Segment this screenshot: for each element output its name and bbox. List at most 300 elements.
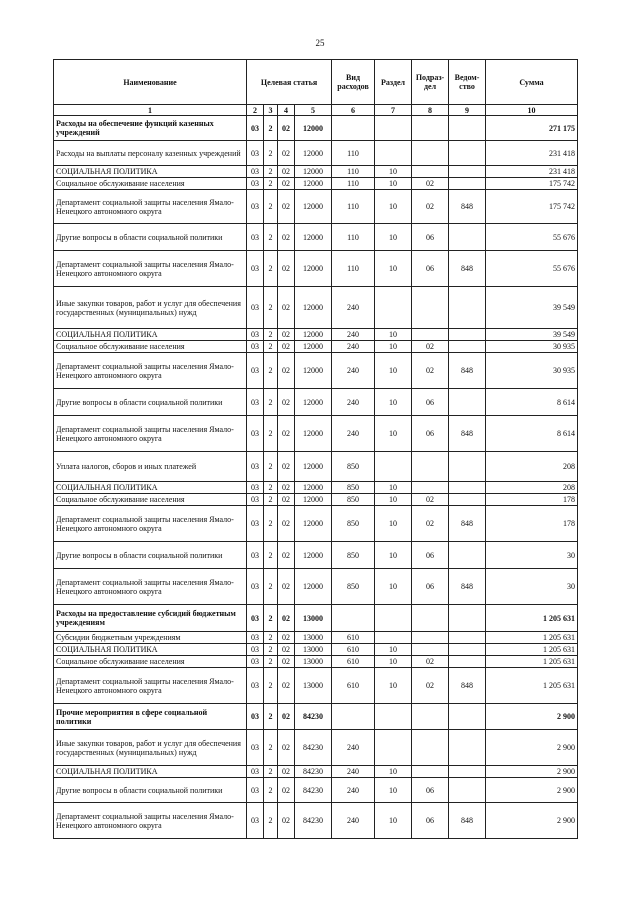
row-expense-type: 240 [332,287,375,329]
row-program-code: 03 [247,632,264,644]
row-name: Расходы на выплаты персоналу казенных учреждений [54,141,247,166]
row-section: 10 [375,190,412,224]
row-activity-code: 02 [278,452,295,482]
row-program-code: 03 [247,141,264,166]
row-section: 10 [375,494,412,506]
row-name: Социальное обслуживание населения [54,494,247,506]
row-sum: 231 418 [486,166,578,178]
column-number: 9 [449,105,486,116]
row-expense-type: 610 [332,644,375,656]
row-name: Департамент социальной защиты населения Ямало-Ненецкого автономного округа [54,803,247,839]
row-expense-type: 110 [332,224,375,251]
table-row [54,341,578,353]
row-activity-code: 02 [278,329,295,341]
row-direction-code: 13000 [295,644,332,656]
header-sum: Сумма [486,60,578,105]
row-expense-type: 240 [332,416,375,452]
row-activity-code: 02 [278,341,295,353]
row-activity-code: 02 [278,644,295,656]
row-subsection: 06 [412,542,449,569]
row-expense-type: 610 [332,668,375,704]
row-direction-code: 84230 [295,704,332,730]
row-department: 848 [449,506,486,542]
row-subsection [412,141,449,166]
row-direction-code: 13000 [295,632,332,644]
row-name: Департамент социальной защиты населения Ямало-Ненецкого автономного округа [54,569,247,605]
row-subsection [412,704,449,730]
row-subsection [412,605,449,632]
row-subsection: 06 [412,416,449,452]
table-row [54,251,578,287]
row-name: Уплата налогов, сборов и иных платежей [54,452,247,482]
row-activity-code: 02 [278,668,295,704]
row-activity-code: 02 [278,389,295,416]
row-name: Прочие мероприятия в сфере социальной политики [54,704,247,730]
row-program-code: 03 [247,605,264,632]
row-expense-type: 610 [332,632,375,644]
row-direction-code: 84230 [295,730,332,766]
table-row [54,389,578,416]
row-section: 10 [375,668,412,704]
row-section: 10 [375,341,412,353]
row-direction-code: 12000 [295,329,332,341]
row-expense-type: 110 [332,190,375,224]
row-direction-code: 12000 [295,482,332,494]
row-department [449,166,486,178]
row-expense-type: 240 [332,803,375,839]
row-activity-code: 02 [278,287,295,329]
row-subsection [412,730,449,766]
row-department [449,656,486,668]
row-direction-code: 12000 [295,353,332,389]
row-expense-type: 110 [332,251,375,287]
row-direction-code: 12000 [295,251,332,287]
row-sum: 2 900 [486,730,578,766]
row-program-code: 03 [247,542,264,569]
row-name: СОЦИАЛЬНАЯ ПОЛИТИКА [54,644,247,656]
row-program-code: 03 [247,494,264,506]
row-subprogram-code: 2 [264,224,278,251]
table-row [54,506,578,542]
row-expense-type: 110 [332,178,375,190]
page-number: 25 [315,38,325,48]
row-program-code: 03 [247,704,264,730]
row-name: Другие вопросы в области социальной политики [54,224,247,251]
row-sum: 175 742 [486,190,578,224]
row-activity-code: 02 [278,569,295,605]
column-number: 7 [375,105,412,116]
table-row [54,569,578,605]
row-name: Иные закупки товаров, работ и услуг для обеспечения государственных (муниципальных) нужд [54,287,247,329]
row-sum: 30 935 [486,341,578,353]
row-sum: 1 205 631 [486,644,578,656]
row-sum: 208 [486,452,578,482]
row-activity-code: 02 [278,224,295,251]
table-row [54,494,578,506]
table-row [54,116,578,141]
row-name: Департамент социальной защиты населения Ямало-Ненецкого автономного округа [54,668,247,704]
row-subprogram-code: 2 [264,668,278,704]
row-subprogram-code: 2 [264,416,278,452]
row-subprogram-code: 2 [264,605,278,632]
row-expense-type [332,116,375,141]
row-subsection: 02 [412,506,449,542]
budget-table [53,59,578,839]
row-department: 848 [449,190,486,224]
row-department [449,494,486,506]
row-section: 10 [375,644,412,656]
row-subsection [412,166,449,178]
row-department: 848 [449,803,486,839]
row-name: Департамент социальной защиты населения Ямало-Ненецкого автономного округа [54,251,247,287]
row-sum: 1 205 631 [486,656,578,668]
row-subsection: 02 [412,668,449,704]
row-expense-type: 240 [332,766,375,778]
header-target-article: Целевая статья [247,60,332,105]
row-department [449,141,486,166]
row-direction-code: 12000 [295,287,332,329]
row-section: 10 [375,778,412,803]
row-direction-code: 12000 [295,452,332,482]
column-number: 6 [332,105,375,116]
row-direction-code: 13000 [295,605,332,632]
row-section: 10 [375,569,412,605]
row-subprogram-code: 2 [264,190,278,224]
column-number: 4 [278,105,295,116]
table-body [54,116,578,839]
column-number: 1 [54,105,247,116]
row-section: 10 [375,803,412,839]
row-department [449,482,486,494]
row-department [449,730,486,766]
row-program-code: 03 [247,656,264,668]
row-name: Расходы на обеспечение функций казенных учреждений [54,116,247,141]
row-expense-type: 850 [332,482,375,494]
row-sum: 178 [486,506,578,542]
row-department [449,452,486,482]
row-sum: 1 205 631 [486,632,578,644]
row-activity-code: 02 [278,116,295,141]
row-program-code: 03 [247,178,264,190]
row-direction-code: 12000 [295,116,332,141]
row-program-code: 03 [247,341,264,353]
row-program-code: 03 [247,287,264,329]
row-activity-code: 02 [278,632,295,644]
row-activity-code: 02 [278,506,295,542]
header-expense-type: Вид расходов [332,60,375,105]
row-activity-code: 02 [278,482,295,494]
row-expense-type: 240 [332,353,375,389]
row-section: 10 [375,416,412,452]
table-row [54,704,578,730]
header-subsection: Подраз-дел [412,60,449,105]
row-program-code: 03 [247,416,264,452]
row-program-code: 03 [247,251,264,287]
row-subprogram-code: 2 [264,766,278,778]
row-sum: 39 549 [486,329,578,341]
row-program-code: 03 [247,506,264,542]
row-program-code: 03 [247,329,264,341]
row-department: 848 [449,251,486,287]
table-row [54,329,578,341]
row-activity-code: 02 [278,704,295,730]
row-subsection: 02 [412,353,449,389]
row-program-code: 03 [247,569,264,605]
row-program-code: 03 [247,668,264,704]
table-row [54,542,578,569]
row-expense-type: 110 [332,166,375,178]
row-name: СОЦИАЛЬНАЯ ПОЛИТИКА [54,482,247,494]
row-department [449,224,486,251]
row-direction-code: 12000 [295,190,332,224]
row-direction-code: 12000 [295,141,332,166]
table-row [54,166,578,178]
table-row [54,668,578,704]
row-section [375,632,412,644]
row-activity-code: 02 [278,251,295,287]
row-expense-type: 240 [332,329,375,341]
row-department [449,632,486,644]
row-department [449,116,486,141]
row-subprogram-code: 2 [264,803,278,839]
row-direction-code: 12000 [295,494,332,506]
row-department: 848 [449,353,486,389]
row-subprogram-code: 2 [264,287,278,329]
row-subprogram-code: 2 [264,166,278,178]
row-subprogram-code: 2 [264,632,278,644]
row-subsection: 06 [412,389,449,416]
row-section [375,730,412,766]
row-expense-type: 240 [332,341,375,353]
row-sum: 8 614 [486,389,578,416]
column-numbers-row [54,105,578,116]
header-name: Наименование [54,60,247,105]
row-activity-code: 02 [278,353,295,389]
row-name: Социальное обслуживание населения [54,656,247,668]
header-department: Ведом-ство [449,60,486,105]
row-expense-type [332,605,375,632]
row-direction-code: 12000 [295,416,332,452]
row-program-code: 03 [247,482,264,494]
row-name: Социальное обслуживание населения [54,178,247,190]
row-subprogram-code: 2 [264,482,278,494]
row-subsection: 02 [412,494,449,506]
row-name: Департамент социальной защиты населения Ямало-Ненецкого автономного округа [54,353,247,389]
table-row [54,452,578,482]
table-row [54,287,578,329]
row-expense-type: 110 [332,141,375,166]
row-subprogram-code: 2 [264,178,278,190]
row-subsection: 06 [412,251,449,287]
row-subsection: 06 [412,569,449,605]
row-expense-type: 850 [332,569,375,605]
table-row [54,803,578,839]
row-expense-type: 240 [332,730,375,766]
row-subprogram-code: 2 [264,730,278,766]
row-activity-code: 02 [278,416,295,452]
row-section: 10 [375,766,412,778]
row-section: 10 [375,389,412,416]
row-department: 848 [449,668,486,704]
row-subprogram-code: 2 [264,389,278,416]
row-program-code: 03 [247,166,264,178]
row-department: 848 [449,569,486,605]
header-row [54,60,578,105]
row-subsection: 02 [412,178,449,190]
row-subprogram-code: 2 [264,341,278,353]
row-section: 10 [375,542,412,569]
row-expense-type: 850 [332,494,375,506]
table-row [54,416,578,452]
row-subsection [412,482,449,494]
row-program-code: 03 [247,803,264,839]
row-sum: 2 900 [486,803,578,839]
row-section [375,704,412,730]
row-sum: 30 [486,542,578,569]
row-subsection [412,632,449,644]
row-subprogram-code: 2 [264,656,278,668]
table-row [54,766,578,778]
row-activity-code: 02 [278,803,295,839]
row-direction-code: 13000 [295,656,332,668]
row-subsection [412,116,449,141]
row-subsection: 02 [412,341,449,353]
table-row [54,605,578,632]
row-activity-code: 02 [278,778,295,803]
row-section: 10 [375,166,412,178]
row-direction-code: 12000 [295,389,332,416]
row-direction-code: 13000 [295,668,332,704]
row-program-code: 03 [247,224,264,251]
column-number: 10 [486,105,578,116]
row-activity-code: 02 [278,730,295,766]
row-name: Иные закупки товаров, работ и услуг для обеспечения государственных (муниципальных) нужд [54,730,247,766]
row-sum: 2 900 [486,778,578,803]
row-activity-code: 02 [278,190,295,224]
row-direction-code: 12000 [295,224,332,251]
row-direction-code: 84230 [295,803,332,839]
row-subsection: 06 [412,778,449,803]
row-sum: 2 900 [486,704,578,730]
row-subprogram-code: 2 [264,542,278,569]
row-sum: 2 900 [486,766,578,778]
row-section: 10 [375,353,412,389]
row-department [449,644,486,656]
table-row [54,656,578,668]
row-sum: 55 676 [486,251,578,287]
row-subprogram-code: 2 [264,141,278,166]
row-expense-type [332,704,375,730]
row-department [449,178,486,190]
row-department [449,341,486,353]
row-sum: 1 205 631 [486,668,578,704]
row-section [375,287,412,329]
row-sum: 30 935 [486,353,578,389]
row-subsection [412,452,449,482]
row-activity-code: 02 [278,542,295,569]
row-program-code: 03 [247,389,264,416]
row-sum: 178 [486,494,578,506]
row-subprogram-code: 2 [264,116,278,141]
row-name: Другие вопросы в области социальной политики [54,778,247,803]
row-expense-type: 850 [332,452,375,482]
row-name: Департамент социальной защиты населения Ямало-Ненецкого автономного округа [54,416,247,452]
row-sum: 55 676 [486,224,578,251]
row-section [375,605,412,632]
row-expense-type: 610 [332,656,375,668]
row-name: СОЦИАЛЬНАЯ ПОЛИТИКА [54,766,247,778]
row-program-code: 03 [247,644,264,656]
row-section [375,116,412,141]
row-department [449,766,486,778]
row-name: Расходы на предоставление субсидий бюджетным учреждениям [54,605,247,632]
row-section: 10 [375,656,412,668]
row-subprogram-code: 2 [264,778,278,803]
row-sum: 8 614 [486,416,578,452]
row-direction-code: 12000 [295,542,332,569]
header-section: Раздел [375,60,412,105]
row-section: 10 [375,506,412,542]
row-name: Другие вопросы в области социальной политики [54,389,247,416]
row-subsection: 02 [412,656,449,668]
row-subprogram-code: 2 [264,704,278,730]
row-subsection: 02 [412,190,449,224]
column-number: 2 [247,105,264,116]
row-department [449,704,486,730]
row-direction-code: 12000 [295,506,332,542]
table-row [54,141,578,166]
row-name: Департамент социальной защиты населения Ямало-Ненецкого автономного округа [54,190,247,224]
row-section: 10 [375,329,412,341]
row-expense-type: 850 [332,542,375,569]
row-sum: 175 742 [486,178,578,190]
row-department [449,542,486,569]
row-sum: 271 175 [486,116,578,141]
row-department [449,287,486,329]
table-row [54,178,578,190]
row-direction-code: 12000 [295,178,332,190]
row-activity-code: 02 [278,605,295,632]
row-direction-code: 12000 [295,166,332,178]
row-department: 848 [449,416,486,452]
row-department [449,605,486,632]
table-row [54,190,578,224]
row-sum: 208 [486,482,578,494]
row-department [449,329,486,341]
row-name: Социальное обслуживание населения [54,341,247,353]
row-subprogram-code: 2 [264,329,278,341]
row-section: 10 [375,482,412,494]
row-subsection [412,644,449,656]
row-expense-type: 850 [332,506,375,542]
table-row [54,632,578,644]
row-subprogram-code: 2 [264,644,278,656]
row-direction-code: 84230 [295,778,332,803]
table-row [54,730,578,766]
row-name: Субсидии бюджетным учреждениям [54,632,247,644]
row-section: 10 [375,178,412,190]
row-subprogram-code: 2 [264,251,278,287]
row-subsection: 06 [412,224,449,251]
row-name: СОЦИАЛЬНАЯ ПОЛИТИКА [54,166,247,178]
row-sum: 39 549 [486,287,578,329]
row-subsection [412,287,449,329]
row-department [449,389,486,416]
row-section: 10 [375,251,412,287]
row-subsection [412,766,449,778]
column-number: 5 [295,105,332,116]
row-program-code: 03 [247,766,264,778]
